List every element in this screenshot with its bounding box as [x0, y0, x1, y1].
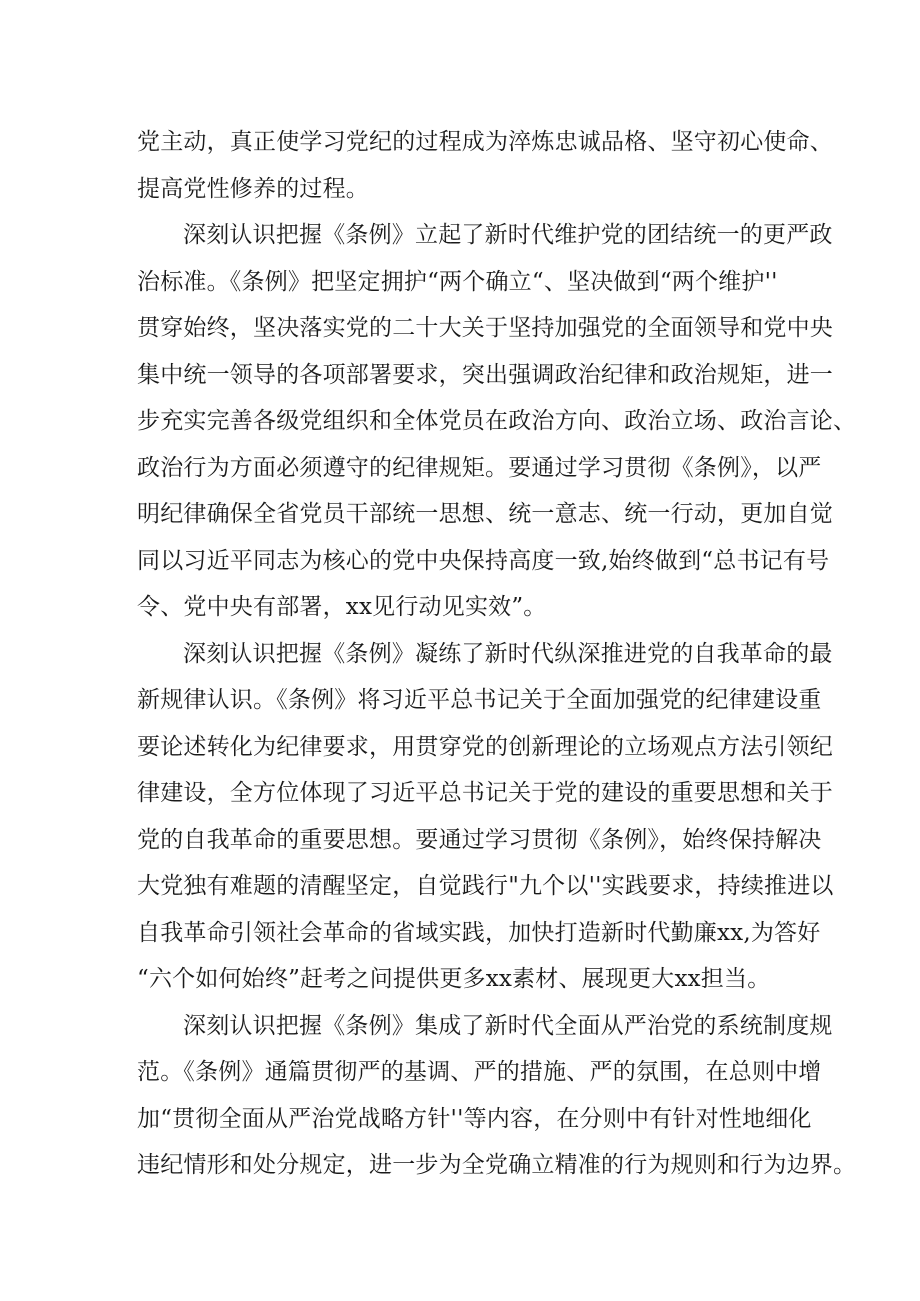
text-line: 党的自我革命的重要思想。要通过学习贯彻《条例》，始终保持解决 [137, 826, 822, 853]
paragraph-2 [137, 212, 857, 631]
text-line: 政治行为方面必须遵守的纪律规矩。要通过学习贯彻《条例》，以严 [137, 454, 822, 481]
paragraph-1 [137, 119, 833, 212]
text-line: 自我革命引领社会革命的省域实践，加快打造新时代勤廉xx,为答好 [137, 919, 821, 946]
text-line: 党主动，真正使学习党纪的过程成为淬炼忠诚品格、坚守初心使命、 [137, 129, 833, 155]
text-line: 要论述转化为纪律要求，用贯穿党的创新理论的立场观点方法引领纪 [137, 733, 833, 760]
text-line: 贯穿始终，坚决落实党的二十大关于坚持加强党的全面领导和党中央 [137, 315, 833, 341]
text-line: 治标准。《条例》把坚定拥护“两个确立“、坚决做到“两个维护'' [137, 268, 778, 295]
text-line: 步充实完善各级党组织和全体党员在政治方向、政治立场、政治言论、 [137, 408, 857, 434]
text-line: 提高党性修养的过程。 [137, 175, 369, 202]
text-line: 集中统一领导的各项部署要求，突出强调政治纪律和政治规矩，进一 [137, 361, 833, 388]
text-line: 律建设，全方位体现了习近平总书记关于党的建设的重要思想和关于 [137, 780, 833, 806]
text-line: 同以习近平同志为核心的党中央保持高度一致,始终做到“总书记有号 [137, 547, 830, 574]
text-line: 大党独有难题的清醒坚定，自觉践行"九个以''实践要求，持续推进以 [137, 873, 834, 899]
text-line: 令、党中央有部署，xx见行动见实效”。 [137, 594, 547, 620]
text-line: 深刻认识把握《条例》凝练了新时代纵深推进党的自我革命的最 [183, 640, 833, 667]
paragraph-4 [137, 1003, 857, 1189]
text-line: 深刻认识把握《条例》集成了新时代全面从严治党的系统制度规 [183, 1012, 833, 1039]
text-line: 违纪情形和处分规定，进一步为全党确立精准的行为规则和行为边界。 [137, 1152, 857, 1178]
paragraph-3 [137, 631, 834, 1003]
text-line: 新规律认识。《条例》将习近平总书记关于全面加强党的纪律建设重 [137, 687, 822, 713]
text-line: 明纪律确保全省党员干部统一思想、统一意志、统一行动，更加自觉 [137, 501, 833, 527]
text-line: 深刻认识把握《条例》立起了新时代维护党的团结统一的更严政 [183, 222, 833, 248]
text-line: 加“贯彻全面从严治党战略方针''等内容，在分则中有针对性地细化 [137, 1105, 812, 1132]
text-line: “六个如何始终”赶考之问提供更多xx素材、展现更大xx担当。 [137, 966, 771, 992]
text-line: 范。《条例》通篇贯彻严的基调、严的措施、严的氛围，在总则中增 [137, 1059, 822, 1085]
document-body [137, 119, 857, 1189]
